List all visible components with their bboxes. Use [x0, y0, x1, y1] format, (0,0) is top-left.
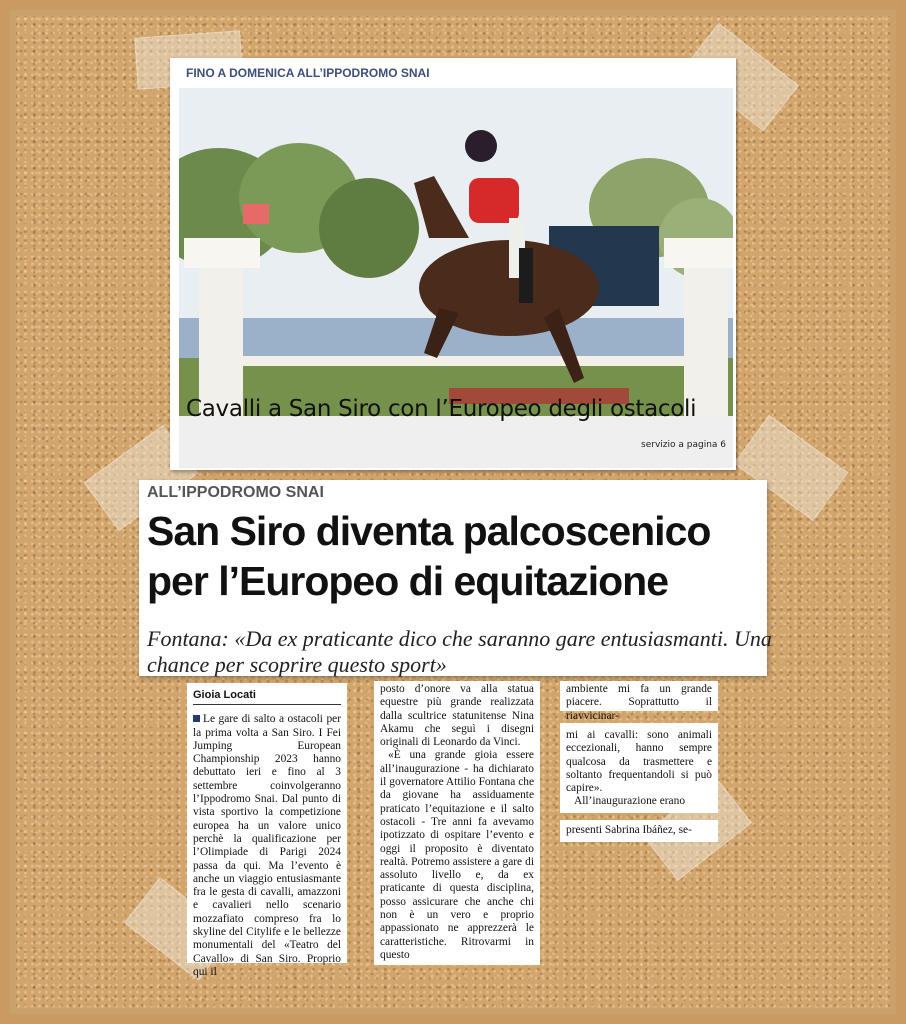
page-reference: servizio a pagina 6 [641, 440, 726, 450]
article-title [147, 506, 772, 606]
body-text: mi ai cavalli: sono animali eccezionali, hanno sempre qualcosa da trasmettere e soltanto frequentandoli si può capire». [566, 729, 712, 795]
show-jumping-photo [179, 88, 733, 417]
article-title-line: San Siro diventa palcoscenico [147, 508, 711, 554]
front-page-headline: Cavalli a San Siro con l’Europeo degli ostacoli [186, 396, 697, 422]
body-text: All’inaugurazione erano [574, 795, 686, 808]
article-column-2 [374, 681, 540, 965]
horse-jumping-illustration [179, 88, 733, 417]
body-text: «È una grande gioia essere all’inaugurazione - ha dichiarato il governatore Attilio Fontana che da giovane ha assiduamente praticato l’equitazione e il salto ostacoli - Tre anni fa avevamo ipotizzato di ospitare l’evento e oggi il proposito è diventato realtà. Potremo assistere a gare di assoluto livello e, da ex praticante di questa disciplina, posso assicurare che anche chi non è un vero e proprio appassionato ne apprezzerà le caratteristiche. Ritrovarmi in questo [380, 749, 534, 961]
clipping-kicker: FINO A DOMENICA ALL’IPPODROMO SNAI [186, 66, 430, 80]
article-column-3-fragment [560, 820, 718, 842]
bullet-square-icon [193, 715, 200, 722]
body-text: posto d’onore va alla statua equestre più grande realizzata dalla scultrice statunitense Nina Akamu che seguì i disegni originali di Leonardo da Vinci. [380, 683, 534, 749]
body-text: Le gare di salto a ostacoli per la prima volta a San Siro. I Fei Jumping European Championship 2023 hanno debuttato ieri e fino al 3 settembre coinvolgeranno l’Ippodromo Snai. Dal punto di vista sportivo la competizione europea ha un valore unico perchè la qualificazione per l’Olimpiade di Parigi 2024 passa da qui. Ma l’evento è anche un viaggio entusiasmante fra le gesta di cavalli, amazzoni e cavalieri nello scenario mozzafiato compreso fra lo skyline del Citylife e le bellezze monumentali del «Teatro del Cavallo» di San Siro. Proprio qui il [193, 713, 341, 978]
front-page-clipping [170, 58, 736, 470]
body-text: presenti Sabrina Ibáñez, se- [566, 824, 692, 836]
author-byline: Gioia Locati [193, 689, 341, 705]
article-kicker: ALL’IPPODROMO SNAI [147, 484, 324, 501]
article-headline-clipping [139, 480, 772, 677]
article-column-3-fragment [560, 723, 718, 813]
article-column-3-fragment [560, 681, 718, 722]
article-column-1 [187, 683, 347, 978]
body-text: ambiente mi fa un grande piacere. Soprattutto il riavvicinar- [566, 683, 712, 722]
article-title-line: per l’Europeo di equitazione [147, 558, 668, 604]
article-subtitle: Fontana: «Da ex praticante dico che saranno gare entusiasmanti. Una chance per scoprire questo sport» [147, 626, 772, 677]
